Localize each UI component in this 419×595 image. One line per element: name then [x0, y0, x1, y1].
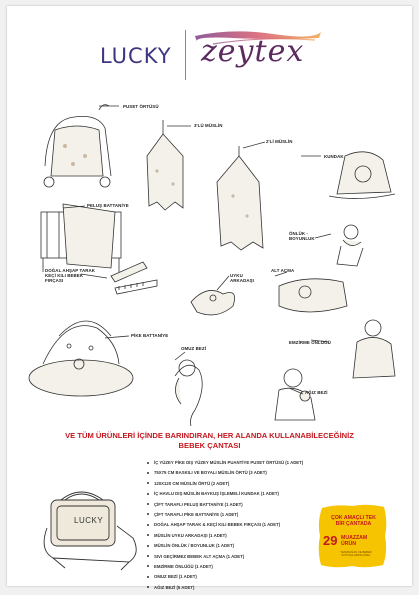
list-item: ÇİFT TARAFLI PİKE BATTANİYE (1 ADET) [147, 512, 303, 522]
label-alt-acma: ALT AÇMA [271, 268, 295, 273]
play-gym-illustration [29, 321, 133, 396]
list-item: MÜSLİN ÖNLÜK / BOYUNLUK (1 ADET) [147, 543, 303, 553]
label-dogal-ahsap-tarak: DOĞAL AHŞAP TARAK KEÇİ KILI BEBEK FIRÇASI [45, 268, 96, 283]
list-item: OMUZ BEZİ (1 ADET) [147, 574, 303, 584]
label-3lu-muslin: 3'LÜ MÜSLİN [194, 123, 223, 128]
badge-line-1: ÇOK AMAÇLI TEK BİR ÇANTADA [331, 515, 376, 527]
baby-bib-illustration [337, 225, 363, 266]
badge-footer: YENİDOĞAN VE BEBEK İHTİYAÇLARINA ÖZEL [340, 550, 372, 558]
label-pike-battaniye: PİKE BATTANİYE [131, 333, 169, 338]
bag-heading [7, 431, 412, 451]
list-item: 75X75 CM BASKILI VE BOYALI MÜSLİN ÖRTÜ (3 ADET) [147, 470, 303, 480]
label-onluk-boyunluk: ÖNLÜK - BOYUNLUK [289, 231, 315, 241]
sleep-buddy-illustration [191, 290, 235, 314]
heading-line-1: VE TÜM ÜRÜNLERİ İÇİNDE BARINDIRAN, HER ALANDA KULLANABİLECEĞİNİZ [65, 431, 354, 440]
list-item: SIVI GEÇİRMEZ BEBEK ALT AÇMA (1 ADET) [147, 554, 303, 564]
shoulder-cloth-illustration [175, 360, 202, 426]
label-omuz-bezi: OMUZ BEZİ [181, 346, 207, 351]
label-pelus-battaniye: PELUŞ BATTANİYE [87, 203, 129, 208]
badge-number: 29 [323, 533, 338, 548]
list-item: ÇİFT TARAFLI PELUŞ BATTANİYE (1 ADET) [147, 502, 303, 512]
list-item: AĞIZ BEZİ (5 ADET) [147, 585, 303, 595]
product-illustrations [7, 6, 412, 426]
label-emzirme-onlugu: EMZİRME ÖNLÜĞÜ [289, 340, 331, 345]
label-uyku-arkadasi: UYKU ARKADAŞI [230, 273, 254, 283]
nursing-cover-illustration [353, 320, 395, 378]
zeytex-logo: zeytex [201, 34, 305, 69]
list-item: İÇ HAVLU DIŞ MÜSLİN BAYKUŞ İŞLEMELİ KUNDAK (1 ADET) [147, 491, 303, 501]
bag-illustration [37, 484, 145, 570]
list-item: 120X120 CM MÜSLİN ÖRTÜ (2 ADET) [147, 481, 303, 491]
changing-mat-illustration [279, 279, 347, 312]
label-kundak: KUNDAK [324, 154, 344, 159]
stroller-cover-illustration [44, 105, 111, 187]
label-agiz-bezi: AĞIZ BEZİ [305, 390, 328, 395]
bag-contents-list [147, 460, 303, 595]
label-2li-muslin: 2'Lİ MÜSLİN [266, 139, 293, 144]
list-item: MÜSLİN UYKU ARKADAŞI (1 ADET) [147, 533, 303, 543]
heading-line-2: BEBEK ÇANTASI [178, 441, 241, 450]
bag-lucky-logo: LUCKY [74, 516, 104, 525]
lucky-logo: LUCKY [100, 44, 172, 68]
muslin-2-illustration [217, 146, 263, 250]
list-item: İÇ YÜZEY PİKE DIŞ YÜZEY MÜSLİN PUANTİYE PUSET ÖRTÜSÜ (1 ADET) [147, 460, 303, 470]
catalog-page [7, 6, 412, 590]
list-item: DOĞAL AHŞAP TARAK & KEÇİ KILI BEBEK FIRÇASI (1 ADET) [147, 522, 303, 532]
list-item: EMZİRME ÖNLÜĞÜ (1 ADET) [147, 564, 303, 574]
comb-brush-illustration [111, 262, 157, 294]
muslin-3-illustration [147, 120, 183, 210]
crib-blanket-illustration [41, 204, 121, 272]
badge-line-2: MUAZZAM ÜRÜN [341, 535, 368, 547]
label-puset-ortusu: PUSET ÖRTÜSÜ [123, 104, 159, 109]
